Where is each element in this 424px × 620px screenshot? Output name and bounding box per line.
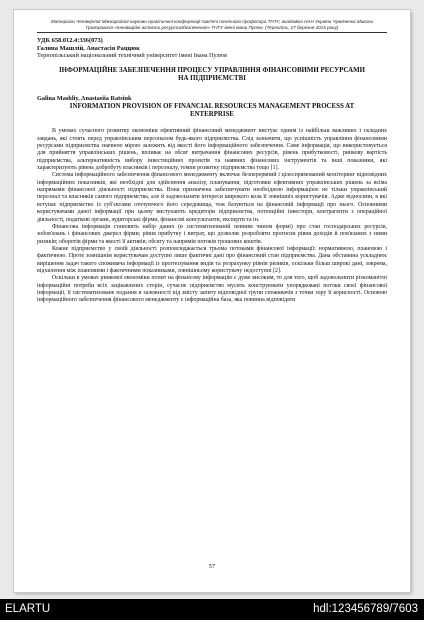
header-rule	[37, 32, 387, 33]
page-number: 57	[208, 563, 216, 570]
handle-identifier: hdl:123456789/7603	[313, 603, 418, 615]
conference-header: Матеріали Четвертої Міжнародної науково-практичної конференції пам'яті почесного професора ТНТУ, академіка НАН України Чумаченка Миколи Григоровича «Інноваційні аспекти ресурсозабезпечення» ТНТУ імені Івана Пулюя. (Тернопіль, 27 березня 2015 року)	[50, 19, 374, 30]
title-en: INFORMATION PROVISION OF FINANCIAL RESOURCES MANAGEMENT PROCESS AT ENTERPRISE	[69, 102, 355, 119]
title-ua: ІНФОРМАЦІЙНЕ ЗАБЕЗПЕЧЕННЯ ПРОЦЕСУ УПРАВЛІННЯ ФІНАНСОВИМИ РЕСУРСАМИ НА ПІДПРИЄМСТВІ	[58, 66, 366, 83]
document-page	[14, 10, 410, 592]
repository-name: ELARTU	[5, 603, 51, 615]
affiliation: Тернопільський національний технічний університет імені Івана Пулюя	[37, 52, 227, 60]
authors-ua: Галина Машлій, Анастасія Раццюк	[37, 44, 140, 52]
udc-code: УДК 658.012.4:336(073)	[37, 37, 103, 45]
body-paragraph: Система інформаційного забезпечення фінансового менеджменту включає безперервний і цілеспрямований моніторинг відповідних інформаційних показників, які необхідні для здійснення аналізу, планування, підготовки ефективних управлінських рішень за всіма напрямами фінансової діяльності підприємства. Вона призначена забезпечувати необхідною інформацією не тільки управлінський персонал та власників самого підприємства, але й задовольняти інтереси широкого кола її зовнішніх користувачів. Адже відносини, в які вступає підприємство із суб'єктами оточуючого його середовища, теж базуються на фінансовій інформації про нього. Основними користувачами даної інформації при цьому виступають кредитори підприємства, потенційні інвестори, контрагенти з операційної діяльності, податкові органи, аудиторські фірми, фінансові консультанти, експерти та ін.	[37, 172, 387, 223]
authors-en: Galina Mashliy, Anastasiia Ratsiuk	[37, 95, 132, 103]
body-paragraph: Фінансова інформація становить набір даних (в систематизованій певним чином формі) про стан господарських ресурсів, зобов'язань і фінансових джерел фірми; рівня прибутку і витрат, що дозволяє розробляти прогнози рівня доходів й пов'язаних з ними ризиків; оборотів фірми та якості її активів; обсягу та напрямів потоків грошових коштів.	[37, 223, 387, 245]
body-paragraph: Оскільки в умовах ринкової економіки попит на фінансову інформацію є дуже високим, то для того, щоб задовольнити різноманітні інформаційні потреби всіх зацікавлених сторін, сучасне підприємство мусить конструювати упорядковані потоки своєї фінансової інформації, її систематизоване подання в залежності від змісту запиту відповідної групи споживачів з точки зору її корисності. Основою інформаційного забезпечення фінансового менеджменту є інформаційна база, яка повинна відповідати	[37, 275, 387, 304]
body-paragraph: В умовах сучасного розвитку економіки ефективний фінансовий менеджмент вистуає одним із найбільш важливих і складних завдань, які стоять перед управлінським персоналом будь-якого підприємства. Слід зазначити, що успішність управління фінансовими ресурсами підприємства значною мірою залежить від якості його інформаційного забезпечення. Саме інформація, що використовується для прийняття управлінських рішень, впливає на обсяг витрачання фінансових ресурсів, рівень прибутковості, ринкову вартість підприємства, альтернативність вибору інвестиційних проектів та наявних фінансових інструментів та інші показники, які характеризують рівень добробуту власників і персоналу, темпи розвитку підприємства тощо [1].	[37, 128, 387, 172]
body-paragraph: Кожне підприємство у своїй діяльності розповсюджається трьома потоками фінансової інформації: нормативною, плановою і фактичною. Проте зовнішнім користувачам доступні лише фактичні дані про фінансовий стан підприємства. Дана обставина ускладнює вирішення задач такого споживача інформації із прогнозування видів та розрахунку рівнів ризиків, оскільки більш широкі дані, зокрема, відхилення між плановими і фактичними показниками, зовнішньому користувачу недоступні [2].	[37, 245, 387, 274]
viewer-status-bar	[0, 599, 424, 620]
